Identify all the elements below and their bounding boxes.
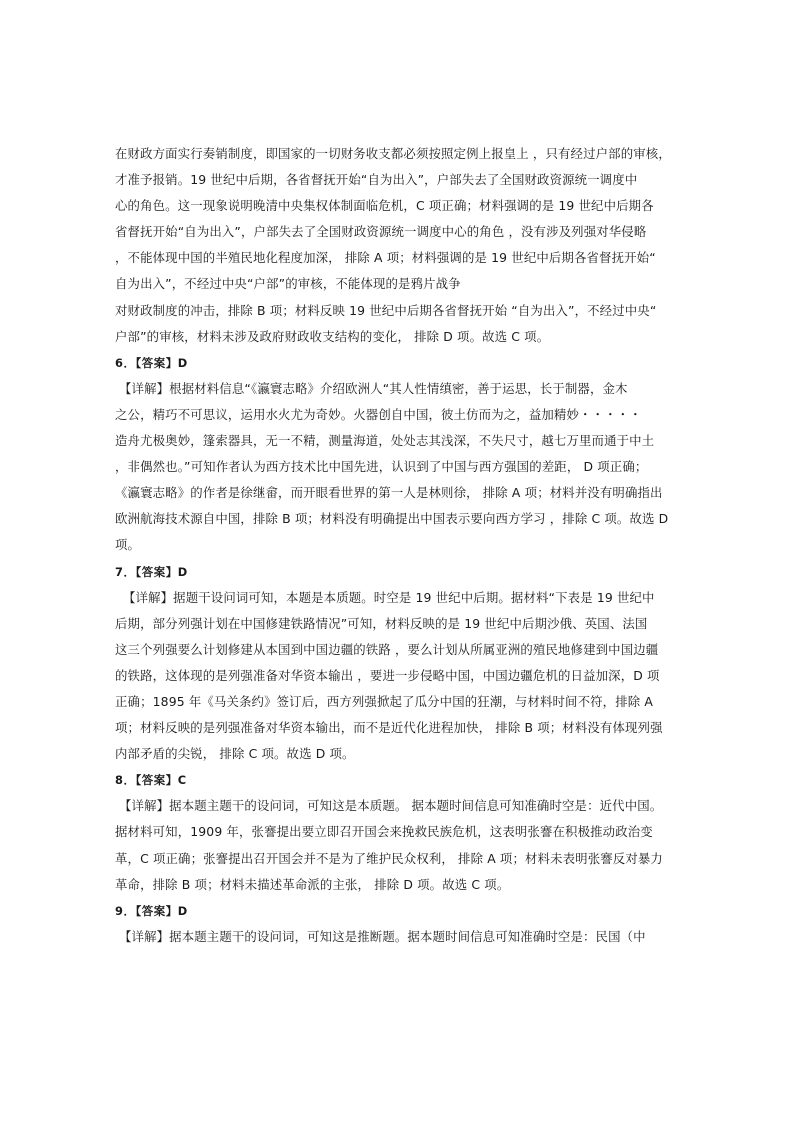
text-line: 【详解】据本题主题干的设问词，可知这是推断题。据本题时间信息可知准确时空是：民国（中 [119, 928, 646, 944]
text-line: 心的角色。这一现象说明晚清中央集权体制面临危机，C 项正确；材料强调的是 19 世纪中后期各 [115, 198, 654, 214]
text-line: 【详解】据题干设问词可知，本题是本质题。时空是 19 世纪中后期。据材料“下表是 19 世纪中 [123, 589, 655, 605]
text-line: 自为出入”，不经过中央“户部”的审核，不能体现的是鸦片战争 [115, 276, 461, 292]
text-line: 【详解】据本题主题干的设问词，可知这是本质题。 据本题时间信息可知准确时空是：近代中国。 [119, 798, 663, 814]
text-line: 后期，部分列强计划在中国修建铁路情况”可知，材料反映的是 19 世纪中后期沙俄、英国、法国 [115, 615, 648, 631]
answer-heading-8: 8．【答案】C [115, 773, 187, 788]
answer-heading-7: 7．【答案】D [115, 564, 188, 579]
text-line: 革，C 项正确；张謇提出召开国会并不是为了维护民众权利， 排除 A 项；材料未表明张謇反对暴力 [115, 850, 663, 866]
text-line: 项。 [115, 537, 141, 553]
text-line: 革命，排除 B 项；材料未描述革命派的主张， 排除 D 项。故选 C 项。 [115, 876, 510, 892]
text-line: ，不能体现中国的半殖民地化程度加深， 排除 A 项；材料强调的是 19 世纪中后期各省督抚开始“ [115, 250, 656, 266]
text-line: 正确；1895 年《马关条约》签订后，西方列强掀起了瓜分中国的狂潮，与材料时间不符，排除 A [115, 693, 654, 709]
text-line: 据材料可知，1909 年，张謇提出要立即召开国会来挽救民族危机，这表明张謇在积极推动政治变 [115, 824, 653, 840]
answer-heading-9: 9．【答案】D [115, 903, 188, 918]
answer-heading-6: 6．【答案】D [115, 355, 188, 370]
text-line: 对财政制度的冲击，排除 B 项；材料反映 19 世纪中后期各省督抚开始 “自为出入”，不经过中央“ [115, 302, 657, 318]
text-line: ，非偶然也。”可知作者认为西方技术比中国先进，认识到了中国与西方强国的差距， D 项正确； [115, 459, 648, 475]
text-line: 省督抚开始“自为出入”，户部失去了全国财政资源统一调度中心的角色 ，没有涉及列强对华侵略 [115, 224, 647, 240]
document-body [115, 141, 685, 950]
text-line: 这三个列强要么计划修建从本国到中国边疆的铁路 ，要么计划从所属亚洲的殖民地修建到中国边疆 [115, 641, 659, 657]
text-line: 《瀛寰志略》的作者是徐继畲，而开眼看世界的第一人是林则徐， 排除 A 项；材料并没有明确指出 [115, 485, 663, 501]
text-line: 户部”的审核，材料未涉及政府财政收支结构的变化， 排除 D 项。故选 C 项。 [115, 328, 550, 344]
text-line: 在财政方面实行奏销制度，即国家的一切财务收支都必须按照定例上报皇上 ，只有经过户部的审核， [115, 146, 671, 161]
text-line: 项；材料反映的是列强准备对华资本输出，而不是近代化进程加快， 排除 B 项；材料没有体现列强 [115, 720, 663, 736]
text-line: 的铁路，这体现的是列强准备对华资本输出 ，要进一步侵略中国，中国边疆危机的日益加深，D 项 [115, 667, 660, 683]
text-line: 欧洲航海技术源自中国，排除 B 项；材料没有明确提出中国表示要向西方学习 ，排除 C 项。故选 D [115, 511, 669, 527]
text-line: 内部矛盾的尖锐， 排除 C 项。故选 D 项。 [115, 746, 355, 762]
text-line: 【详解】根据材料信息“《瀛寰志略》介绍欧洲人“其人性情缜密，善于运思，长于制器，金木 [119, 380, 628, 396]
text-line: 造舟尤极奥妙，篷索器具，无一不精，测量海道，处处志其浅深，不失尺寸，越七万里而通于中土 [115, 433, 655, 449]
text-line: 之公，精巧不可思议，运用水火尤为奇妙。火器创自中国，彼土仿而为之，益加精妙・・・・・ [115, 406, 642, 422]
text-line: 才准予报销。19 世纪中后期，各省督抚开始“自为出入”，户部失去了全国财政资源统一调度中 [115, 172, 638, 188]
